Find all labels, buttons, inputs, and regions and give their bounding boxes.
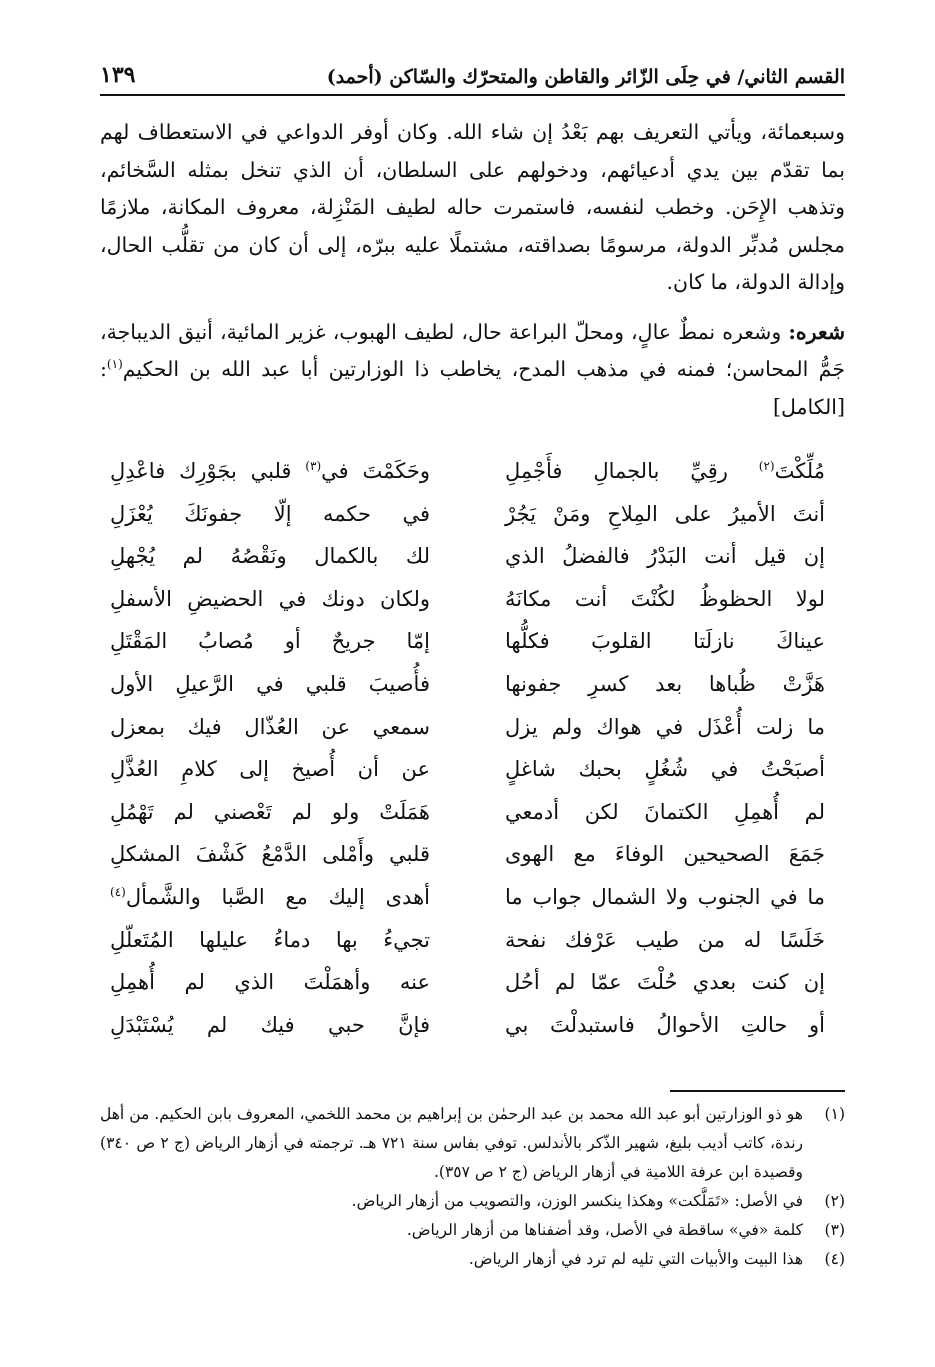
footnote-text: هذا البيت والأبيات التي تليه لم ترد في أزهار الرياض. [468,1250,803,1268]
poem-verse [110,450,825,493]
verse-second-hemistich: قلبي وأَمْلى الدَّمْعُ كَشْفَ المشكلِ [110,842,430,867]
verse-first-hemistich: أنتَ الأميرُ على المِلاحِ ومَنْ يَجُرْ [505,501,825,526]
footnote-divider [670,1090,845,1092]
poetry-heading: شعره: [788,319,845,344]
poem-verse [110,1004,825,1047]
verse-first-hemistich: لولا الحظوظُ لكُنْتَ أنت مكانَهُ [505,586,825,611]
page-number: ١٣٩ [100,62,136,88]
footnote [100,1216,845,1245]
footnote [100,1100,845,1187]
verse-first-hemistich: إن كنت بعدي حُلْتَ عمّا لم أحُل [505,970,825,995]
verse-second-hemistich: تجيءُ بها دماءُ عليلها المُتَعلّلِ [110,927,430,952]
verse-first-hemistich: لم أُهمِلِ الكتمانَ لكن أدمعي [505,799,825,824]
verse-second-hemistich: عن أن أُصيخ إلى كلامِ العُذَّلِ [110,757,430,782]
paragraph-1: وسبعمائة، ويأتي التعريف بهم بَعْدُ إن شاء الله. وكان أوفر الدواعي في الاستعطاف لهم بما تقدّم بين يدي أدعيائهم، ودخولهم على السلطان، أن الذي تنخل بمثله السَّخائم، وتذهب الإِحَن. وخطب لنفسه، فاستمرت حاله لطيف المَنْزِلة، معروف المكانة، ملازمًا مجلس مُدبِّر الدولة، مرسومًا بصداقته، مشتملًا عليه ببرّه، إلى أن كان من تقلُّب الحال، وإدالة الدولة، ما كان. [100,120,845,294]
footnote-ref-1[interactable]: (١) [106,357,123,372]
hemistich-text: رقِيِّ بالجمالِ فأَجْمِلِ [505,459,759,483]
footnote-number: (٤) [824,1250,845,1268]
verse-second-hemistich: سمعي عن العُذّال فيك بمعزل [110,714,430,739]
verse-first-hemistich: هَزَّتْ ظُباها بعد كسرِ جفونها [505,671,825,696]
poem-meter: : [الكامل] [100,357,845,419]
verse-first-hemistich: خَلَسًا له من طيب عَرْفك نفحة [505,927,825,952]
poem [110,450,825,1046]
poem-verse [110,620,825,663]
verse-second-hemistich [110,876,430,919]
verse-first-hemistich: ما في الجنوب ولا الشمال جواب ما [505,884,825,909]
verse-second-hemistich: لك بالكمال ونَقْصُهُ لم يُجْهلِ [110,544,430,569]
verse-second-hemistich: ولكان دونك في الحضيضِ الأسفلِ [110,586,430,611]
poem-verse [110,535,825,578]
verse-second-hemistich: فأُصيبَ قلبي في الرَّعيلِ الأول [110,671,430,696]
poem-verse [110,706,825,749]
footnote-number: (٢) [824,1192,845,1210]
footnote-ref-2[interactable]: (٢) [758,459,775,473]
poem-verse [110,663,825,706]
poem-verse [110,578,825,621]
main-text [100,114,845,426]
running-header [100,60,845,96]
hemistich-text: مُلِّكْتَ [774,459,825,483]
paragraph-2-text: وشعره نمطٌ عالٍ، ومحلّ البراعة حال، لطيف الهبوب، غزير المائية، أنيق الديباجة، جَمُّ المحاسن؛ فمنه في مذهب المدح، يخاطب ذا الوزارتين أبا عبد الله بن الحكيم [100,319,845,381]
footnote-ref-4[interactable]: (٤) [110,884,126,899]
poem-verse [110,876,825,919]
verse-second-hemistich: هَمَلَتْ ولو لم تَعْصني لم تَهْمُلِ [110,799,430,824]
poem-verse [110,833,825,876]
poem-verse [110,919,825,962]
verse-first-hemistich: أصبَحْتُ في شُغُلٍ بحبك شاغلٍ [505,757,825,782]
footnote-text: هو ذو الوزارتين أبو عبد الله محمد بن عبد الرحمٰن بن إبراهيم بن محمد اللخمي، المعروف بابن الحكيم. من أهل رندة، كاتب أديب بليغ، شهير الذّكر بالأندلس. توفي بفاس سنة ٧٢١ هـ. ترجمته في أزهار الرياض (ج ٢ ص ٣٤٠) وقصيدة ابن عرفة اللامية في أزهار الرياض (ج ٢ ص ٣٥٧). [100,1105,803,1181]
poem-verse [110,791,825,834]
footnote [100,1187,845,1216]
footnote [100,1245,845,1274]
hemistich-text: قلبي بجَوْرِك فاعْدِلِ [110,459,306,483]
verse-second-hemistich: إمّا جريحٌ أو مُصابُ المَقْتَلِ [110,629,430,654]
verse-second-hemistich: فإنَّ حبي فيك لم يُسْتَبْدَلِ [110,1012,430,1037]
hemistich-text: وحَكَمْتَ في [321,459,430,483]
verse-second-hemistich [110,450,430,493]
poem-verse [110,961,825,1004]
footnotes [100,1100,845,1274]
verse-second-hemistich: عنه وأهمَلْتَ الذي لم أُهمِلِ [110,970,430,995]
footnote-text: في الأصل: «تَمَلَّكت» وهكذا ينكسر الوزن، والتصويب من أزهار الرياض. [351,1192,803,1210]
footnote-number: (٣) [824,1221,845,1239]
verse-first-hemistich: أو حالتِ الأحوالُ فاستبدلْتَ بي [505,1012,825,1037]
hemistich-text: أهدى إليك مع الصَّبا والشَّمأل [125,884,430,909]
verse-second-hemistich: في حكمه إلّا جفونَكَ يُعْزَلِ [110,501,430,526]
poem-verse [110,493,825,536]
verse-first-hemistich: ما زلت أُعْذَل في هواك ولم يزل [505,714,825,739]
paragraph-2 [100,314,845,427]
header-title: القسم الثاني/ في حِلَى الزّائر والقاطن والمتحرّك والسّاكن (أحمد) [326,66,845,88]
footnote-number: (١) [824,1105,845,1123]
poem-verse [110,748,825,791]
verse-first-hemistich: إن قيل أنت البَدْرُ فالفضلُ الذي [505,544,825,569]
verse-first-hemistich: عيناكَ نازلَتا القلوبَ فكلُّها [505,629,825,654]
footnote-ref-3[interactable]: (٣) [305,459,322,473]
footnote-text: كلمة «في» ساقطة في الأصل، وقد أضفناها من أزهار الرياض. [406,1221,803,1239]
verse-first-hemistich [505,450,825,493]
verse-first-hemistich: جَمَعَ الصحيحين الوفاءَ مع الهوى [505,842,825,867]
